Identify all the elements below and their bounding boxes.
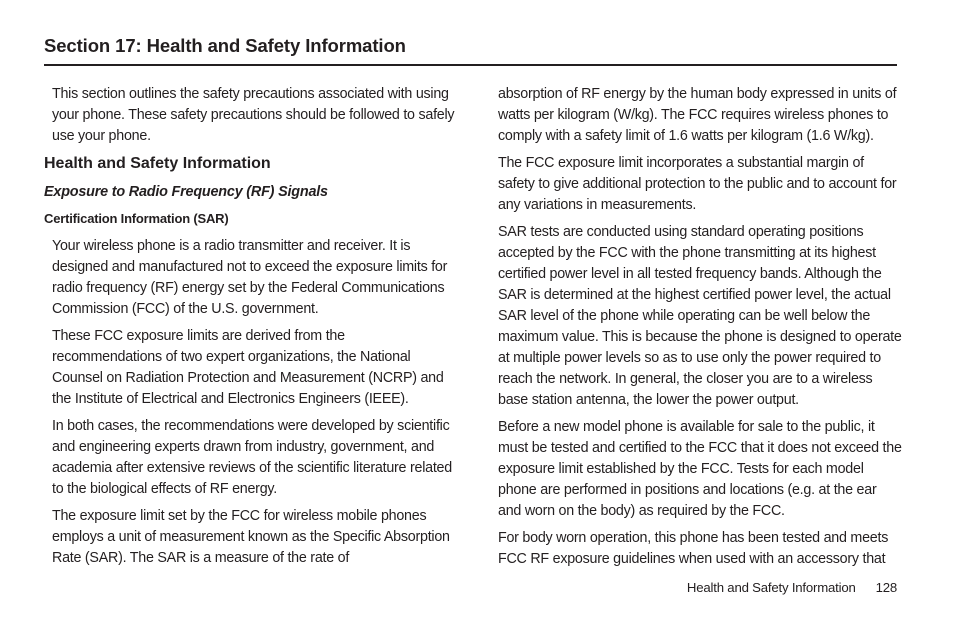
body-paragraph: These FCC exposure limits are derived from the recommendations of two expert organizations, the National Counsel on Radiation Protection and Measurement (NCRP) and the Institute of Electrical and Electronics Engineers (IEEE). — [52, 328, 444, 407]
body-paragraph: The FCC exposure limit incorporates a substantial margin of safety to give additional protection to the public and to account for any variations in measurements. — [498, 155, 897, 213]
body-paragraph: For body worn operation, this phone has been tested and meets FCC RF exposure guidelines when used with an accessory that — [498, 530, 889, 567]
minor-heading: Certification Information (SAR) — [44, 211, 229, 226]
body-paragraph: The exposure limit set by the FCC for wireless mobile phones employs a unit of measurement known as the Specific Absorption Rate (SAR). The SAR is a measure of the rate of — [52, 508, 450, 566]
section-heading: Health and Safety Information — [44, 155, 271, 172]
footer-section-label: Health and Safety Information — [686, 580, 856, 595]
page-footer — [600, 578, 897, 598]
right-column — [498, 84, 902, 576]
body-paragraph: Your wireless phone is a radio transmitter and receiver. It is designed and manufactured not to exceed the exposure limits for radio frequency (RF) energy set by the Federal Communications Commission (FCC) of the U.S. government. — [52, 238, 448, 317]
page-number: 128 — [875, 580, 897, 595]
intro-paragraph: This section outlines the safety precautions associated with using your phone. These safety precautions should be followed to safely use your phone. — [52, 86, 455, 144]
left-column — [44, 84, 456, 575]
body-paragraph: absorption of RF energy by the human body expressed in units of watts per kilogram (W/kg). The FCC requires wireless phones to comply with a safety limit of 1.6 watts per kilogram (1.6 W/kg). — [498, 86, 897, 144]
subsection-heading: Exposure to Radio Frequency (RF) Signals — [44, 184, 328, 200]
title-divider — [44, 64, 897, 66]
body-paragraph: SAR tests are conducted using standard operating positions accepted by the FCC with the phone transmitting at its highest certified power level in all tested frequency bands. Although the SAR is determined at the highest certified power level, the actual SAR level of the phone while operating can be well below the maximum value. This is because the phone is designed to operate at multiple power levels so as to use only the power required to reach the network. In general, the closer you are to a wireless base station antenna, the lower the power output. — [498, 224, 902, 408]
body-paragraph: Before a new model phone is available for sale to the public, it must be tested and certified to the FCC that it does not exceed the exposure limit established by the FCC. Tests for each model phone are performed in positions and locations (e.g. at the ear and worn on the body) as required by the FCC. — [498, 419, 902, 519]
page-title: Section 17: Health and Safety Information — [44, 35, 406, 56]
body-paragraph: In both cases, the recommendations were developed by scientific and engineering experts drawn from industry, government, and academia after extensive reviews of the scientific literature related to the biological effects of RF energy. — [52, 418, 452, 497]
